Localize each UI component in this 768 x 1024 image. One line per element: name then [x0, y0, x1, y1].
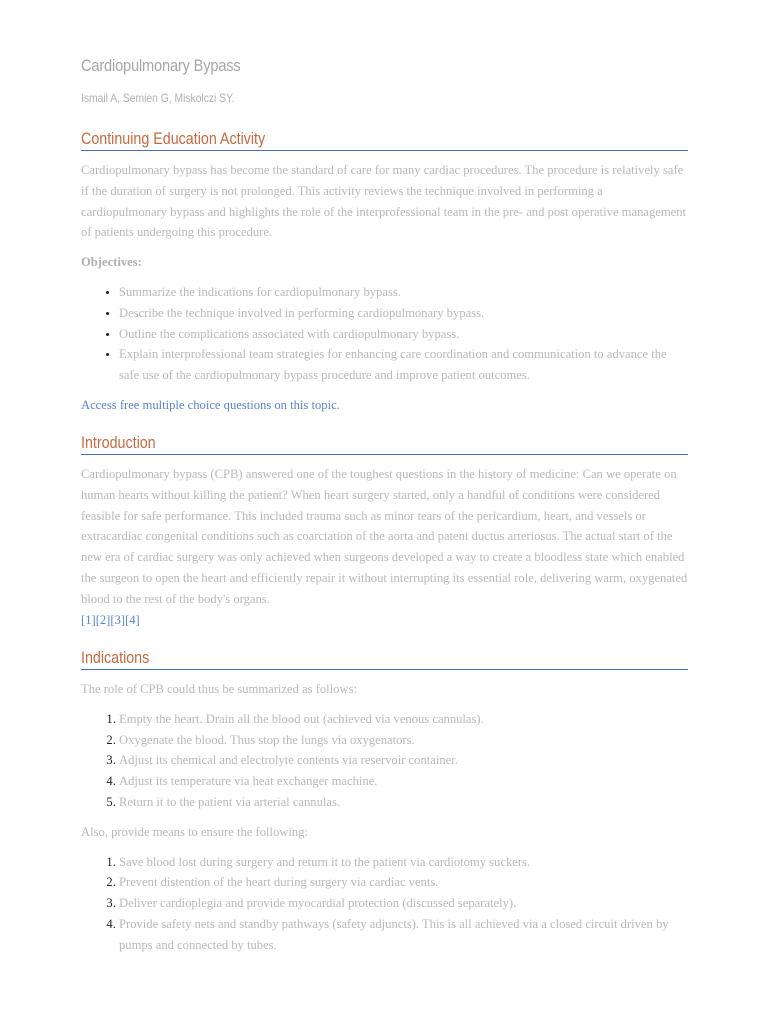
list-item: 3. Deliver cardioplegia and provide myocardial protection (discussed separately). [119, 893, 688, 914]
list-item: • Explain interprofessional team strategies for enhancing care coordination and communication to advance the safe use of the cardiopulmonary bypass procedure and improve patient outcomes. [119, 344, 688, 386]
section-heading-text: Introduction [81, 433, 156, 452]
list-item: 1. Save blood lost during surgery and return it to the patient via cardiotomy suckers. [119, 852, 688, 873]
section-heading-text: Continuing Education Activity [81, 129, 266, 148]
section-introduction [81, 432, 688, 630]
page-title: Cardiopulmonary Bypass [81, 56, 241, 75]
list-item: 4. Provide safety nets and standby pathways (safety adjuncts). This is all achieved via a closed circuit driven by pumps and connected by tubes. [119, 914, 688, 956]
list-item: 1. Empty the heart. Drain all the blood out (achieved via venous cannulas). [119, 709, 688, 730]
introduction-paragraph: Cardiopulmonary bypass (CPB) answered one of the toughest questions in the history of medicine: Can we operate on human hearts without killing the patient? When heart surgery started, only a handful of conditions were considered feasible for safe performance. This included trauma such as minor tears of the pericardium, heart, and vessels or extracardiac congenital conditions such as coarctation of the aorta and patent ductus arteriosus. The actual start of the new era of cardiac surgery was only achieved when surgeons developed a way to create a bloodless state which enabled the surgeon to open the heart and efficiently repair it without interrupting its essential role, delivering warm, oxygenated blood to the rest of the body's organs. [81, 467, 688, 606]
section-indications [81, 647, 688, 956]
objectives-label: Objectives: [81, 255, 142, 270]
objectives-list [81, 282, 688, 386]
means-list [81, 852, 688, 956]
summary-paragraph: Cardiopulmonary bypass has become the standard of care for many cardiac procedures. The procedure is relatively safe if the duration of surgery is not prolonged. This activity reviews the technique involved in performing a cardiopulmonary bypass and highlights the role of the interprofessional team in the pre- and post operative management of patients undergoing this procedure. [81, 163, 687, 240]
list-item: 2. Prevent distention of the heart during surgery via cardiac vents. [119, 872, 688, 893]
reference-link[interactable]: [1] [81, 612, 96, 627]
reference-link[interactable]: [2] [95, 612, 111, 627]
list-item: • Describe the technique involved in performing cardiopulmonary bypass. [119, 303, 688, 324]
authors: Ismail A, Semien G, Miskolczi SY. [81, 91, 235, 105]
roles-list [81, 709, 688, 813]
list-item: • Summarize the indications for cardiopulmonary bypass. [119, 282, 688, 303]
list-item: • Outline the complications associated with cardiopulmonary bypass. [119, 324, 688, 345]
reference-link[interactable]: [4] [125, 612, 140, 627]
section-heading [81, 432, 688, 455]
section-heading [81, 128, 688, 151]
questions-link[interactable]: Access free multiple choice questions on this topic. [81, 397, 340, 412]
list-item: 3. Adjust its chemical and electrolyte contents via reservoir container. [119, 750, 688, 771]
reference-links [81, 610, 688, 631]
indications-intro: The role of CPB could thus be summarized as follows: [81, 682, 357, 696]
section-heading-text: Indications [81, 648, 150, 667]
also-intro: Also, provide means to ensure the following: [81, 824, 308, 839]
list-item: 4. Adjust its temperature via heat exchanger machine. [119, 771, 688, 792]
reference-link[interactable]: [3] [110, 612, 126, 627]
list-item: 2. Oxygenate the blood. Thus stop the lungs via oxygenators. [119, 730, 688, 751]
list-item: 5. Return it to the patient via arterial cannulas. [119, 792, 688, 813]
section-heading [81, 647, 688, 670]
section-continuing-education [81, 128, 688, 416]
